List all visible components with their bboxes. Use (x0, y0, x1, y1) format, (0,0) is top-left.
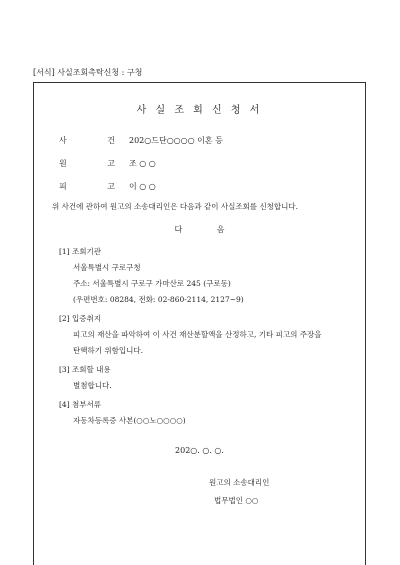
party-list (59, 129, 223, 198)
section-3-line: 별첨합니다. (73, 381, 112, 390)
label-char: 고 (107, 182, 115, 191)
signer-role: 원고의 소송대리인 (209, 478, 270, 487)
section-2-line: 탄핵하기 위함입니다. (73, 346, 143, 355)
party-row-plaintiff (59, 152, 223, 175)
label-char: 사 (59, 136, 67, 145)
label-char: 고 (107, 159, 115, 168)
label-char: 건 (107, 136, 115, 145)
party-row-defendant (59, 175, 223, 198)
party-value: 이 ○ ○ (129, 182, 156, 191)
party-value: 조 ○ ○ (129, 159, 156, 168)
document-title: 사 실 조 회 신 청 서 (136, 105, 263, 116)
section-1-line: 서울특별시 구로구청 (73, 263, 141, 272)
party-label (59, 158, 129, 169)
section-4-heading: [4] 첨부서류 (59, 400, 101, 409)
section-2-heading: [2] 입증취지 (59, 314, 101, 323)
document-box (33, 82, 366, 565)
form-caption: [서식] 사실조회촉탁신청 : 구청 (33, 68, 143, 77)
section-1-line: (우편번호: 08284, 전화: 02-860-2114, 2127~9) (73, 295, 244, 304)
section-1-heading: [1] 조회기관 (59, 247, 101, 256)
section-3-heading: [3] 조회할 내용 (59, 365, 111, 374)
signer-name: 법무법인 ○○ (214, 496, 259, 505)
party-row-case (59, 129, 223, 152)
section-1-line: 주소: 서울특별시 구로구 가마산로 245 (구로동) (73, 279, 231, 288)
section-heading: 다 음 (174, 225, 241, 234)
sections (59, 244, 321, 429)
intro-paragraph: 위 사건에 관하여 원고의 소송대리인은 다음과 같이 사실조회를 신청합니다. (52, 202, 299, 211)
section-2-line: 피고의 재산을 파악하여 이 사건 재산분할액을 산정하고, 기타 피고의 주장을 (73, 330, 322, 339)
section-4-line: 자동차등록증 사본(○○노○○○○) (73, 416, 186, 425)
party-value: 202○드단○○○○ 이혼 등 (129, 136, 223, 145)
label-char: 원 (59, 159, 67, 168)
party-label (59, 181, 129, 192)
document-date: 202○. ○. ○. (175, 446, 224, 455)
label-char: 피 (59, 182, 67, 191)
party-label (59, 135, 129, 146)
